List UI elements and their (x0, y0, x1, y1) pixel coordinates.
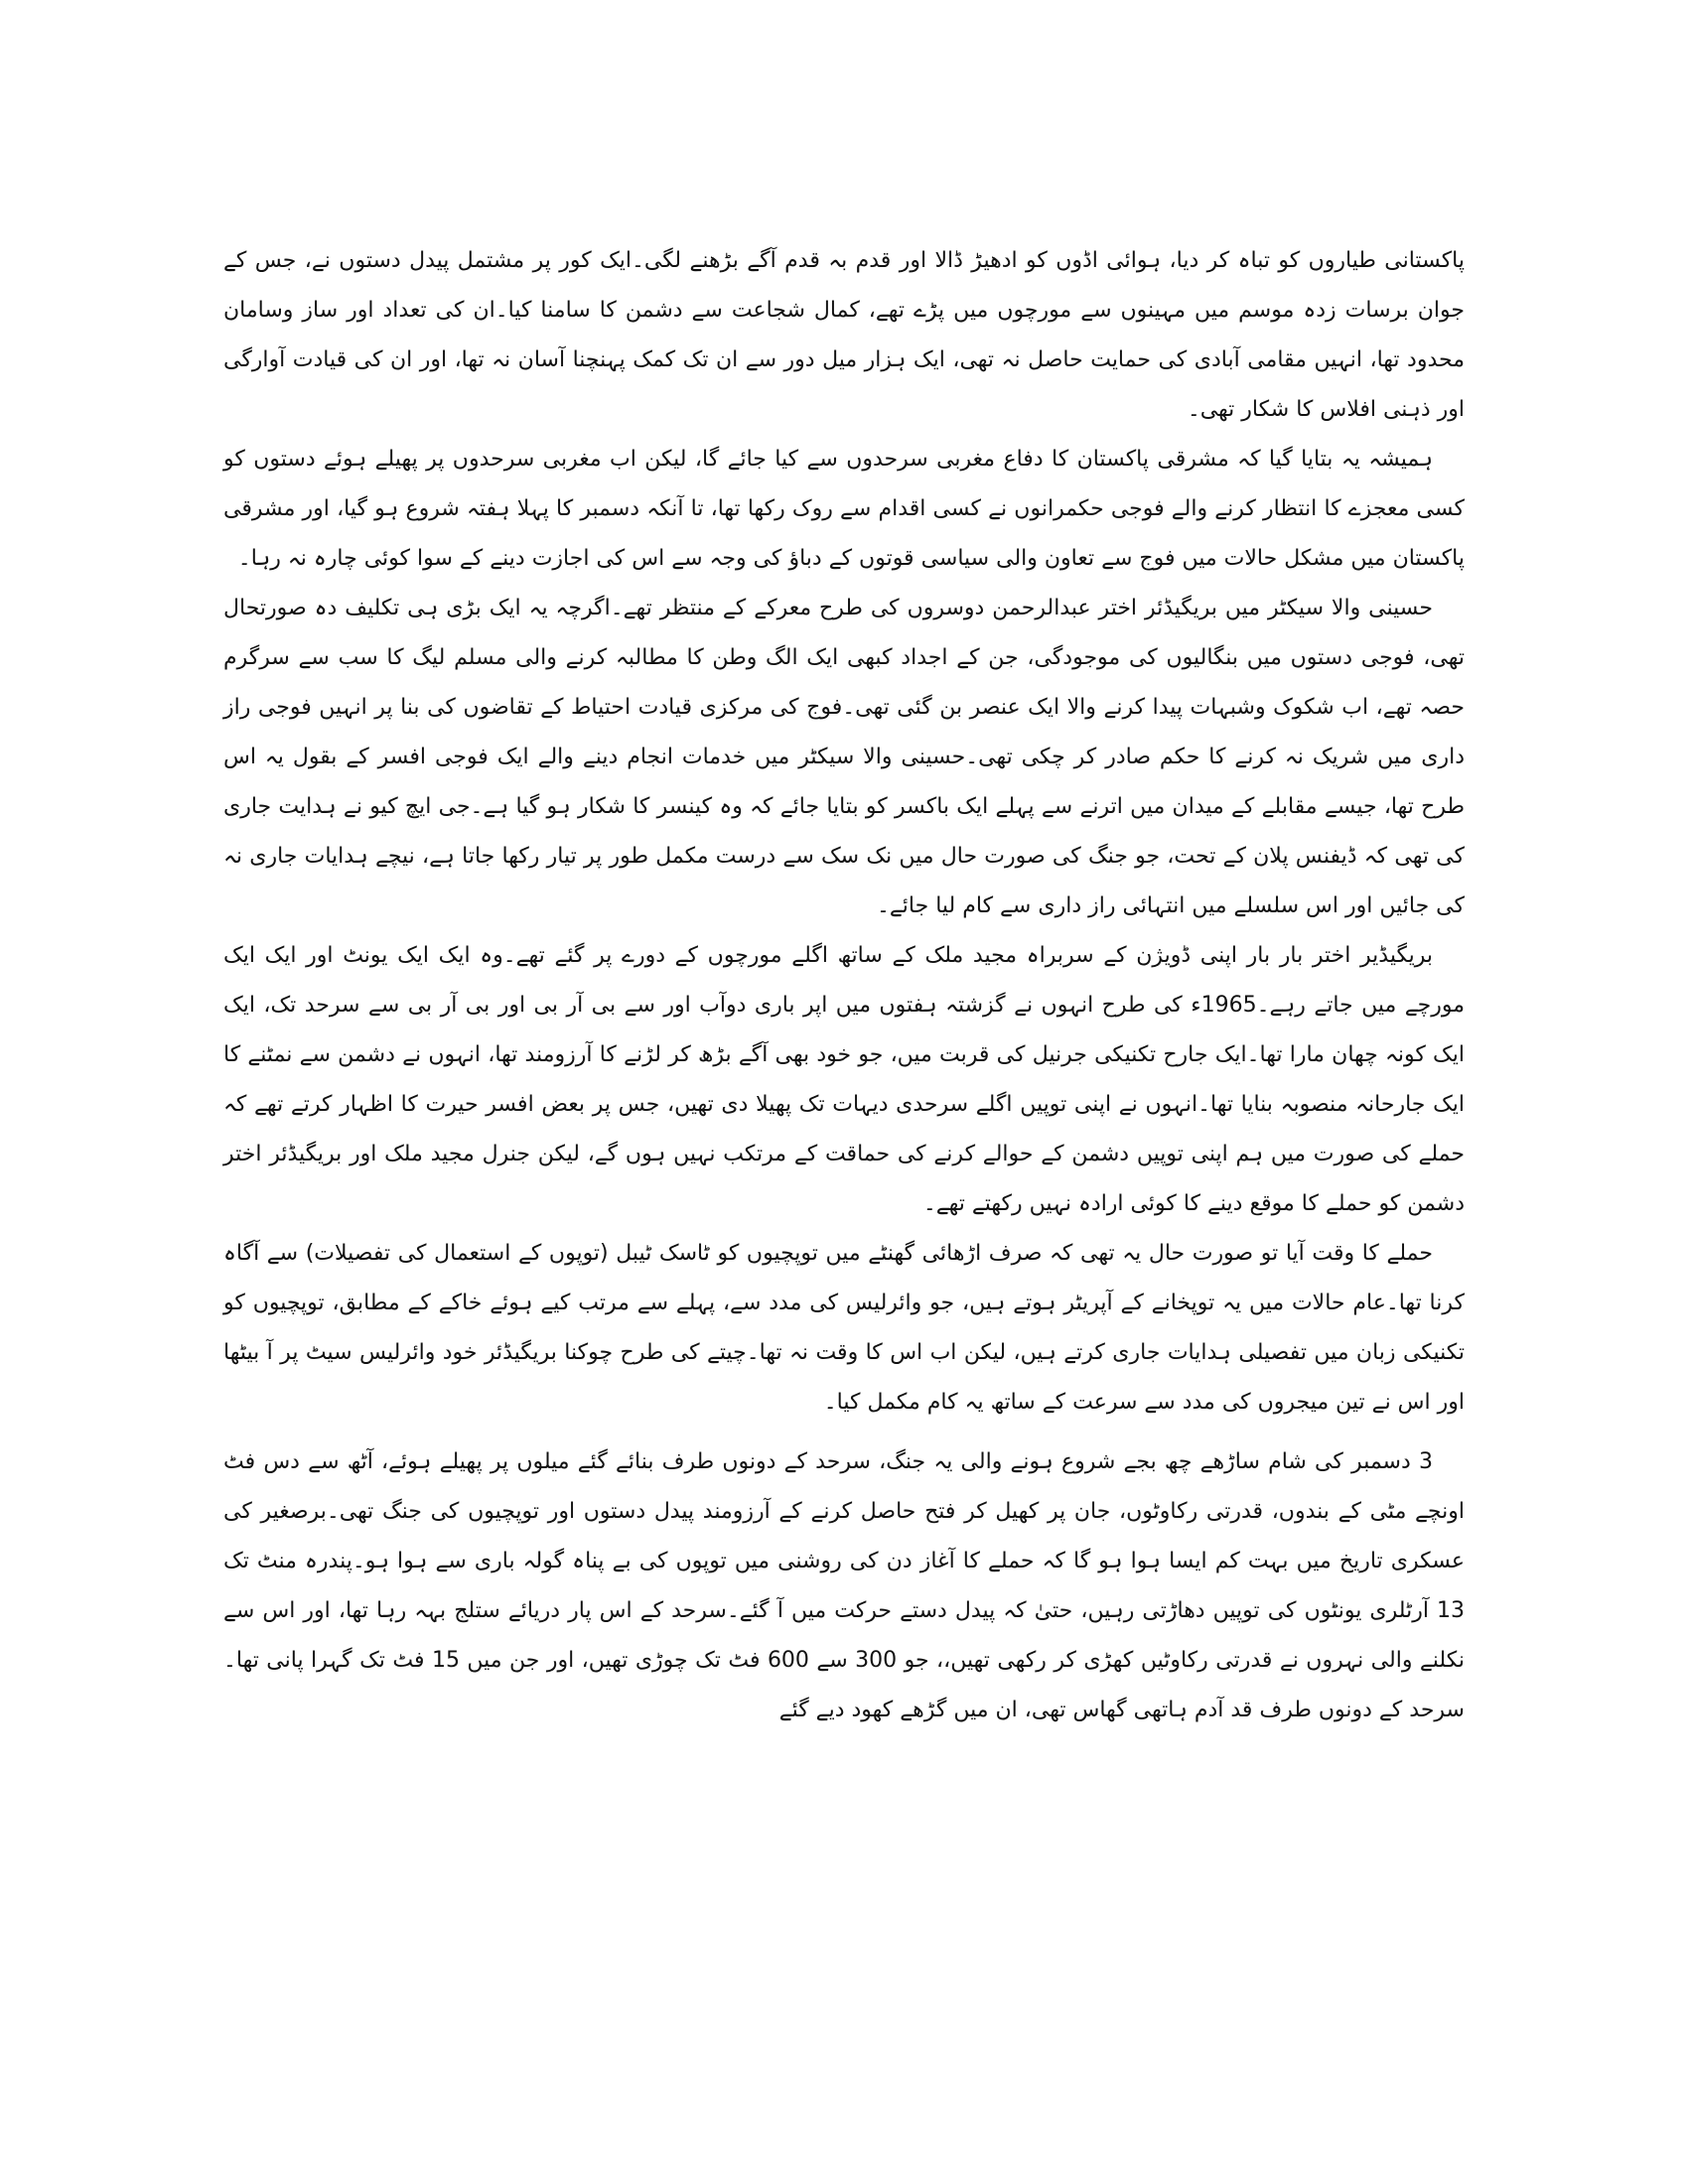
paragraph-2: ہمیشہ یہ بتایا گیا کہ مشرقی پاکستان کا دفاع مغربی سرحدوں سے کیا جائے گا، لیکن اب مغربی سرحدوں پر پھیلے ہوئے دستوں کو کسی معجزے کا انتظار کرنے والے فوجی حکمرانوں نے کسی اقدام سے روک رکھا تھا، تا آنکہ دسمبر کا پہلا ہفتہ شروع ہو گیا، اور مشرقی پاکستان میں مشکل حالات میں فوج سے تعاون والی سیاسی قوتوں کے دباؤ کی وجہ سے اس کی اجازت دینے کے سوا کوئی چارہ نہ رہا۔ (223, 447, 1465, 571)
paragraph-1: پاکستانی طیاروں کو تباہ کر دیا، ہوائی اڈوں کو ادھیڑ ڈالا اور قدم بہ قدم آگے بڑھنے لگی۔ایک کور پر مشتمل پیدل دستوں نے، جس کے جوان برسات زدہ موسم میں مہینوں سے مورچوں میں پڑے تھے، کمال شجاعت سے دشمن کا سامنا کیا۔ان کی تعداد اور ساز وسامان محدود تھا، انہیں مقامی آبادی کی حمایت حاصل نہ تھی، ایک ہزار میل دور سے ان تک کمک پہنچنا آسان نہ تھا، اور ان کی قیادت آوارگی اور ذہنی افلاس کا شکار تھی۔ (223, 248, 1465, 422)
paragraph-5: حملے کا وقت آیا تو صورت حال یہ تھی کہ صرف اڑھائی گھنٹے میں توپچیوں کو ٹاسک ٹیبل (توپوں کے استعمال کی تفصیلات) سے آگاہ کرنا تھا۔عام حالات میں یہ توپخانے کے آپریٹر ہوتے ہیں، جو وائرلیس کی مدد سے، پہلے سے مرتب کیے ہوئے خاکے کے مطابق، توپچیوں کو تکنیکی زبان میں تفصیلی ہدایات جاری کرتے ہیں، لیکن اب اس کا وقت نہ تھا۔چیتے کی طرح چوکنا بریگیڈئر خود وائرلیس سیٹ پر آ بیٹھا اور اس نے تین میجروں کی مدد سے سرعت کے ساتھ یہ کام مکمل کیا۔ (223, 1241, 1465, 1415)
paragraph-4: بریگیڈیر اختر بار بار اپنی ڈویژن کے سربراہ مجید ملک کے ساتھ اگلے مورچوں کے دورے پر گئے تھے۔وہ ایک ایک یونٹ اور ایک ایک مورچے میں جاتے رہے۔1965ء کی طرح انہوں نے گزشتہ ہفتوں میں اپر باری دوآب اور سے بی آر بی اور بی آر بی سے سرحد تک، ایک ایک کونہ چھان مارا تھا۔ایک جارح تکنیکی جرنیل کی قربت میں، جو خود بھی آگے بڑھ کر لڑنے کا آرزومند تھا، انہوں نے دشمن سے نمٹنے کا ایک جارحانہ منصوبہ بنایا تھا۔انہوں نے اپنی توپیں اگلے سرحدی دیہات تک پھیلا دی تھیں، جس پر بعض افسر حیرت کا اظہار کرتے تھے کہ حملے کی صورت میں ہم اپنی توپیں دشمن کے حوالے کرنے کی حماقت کے مرتکب نہیں ہوں گے، لیکن جنرل مجید ملک اور بریگیڈئر اختر دشمن کو حملے کا موقع دینے کا کوئی ارادہ نہیں رکھتے تھے۔ (223, 943, 1466, 1216)
paragraph-6: 3 دسمبر کی شام ساڑھے چھ بجے شروع ہونے والی یہ جنگ، سرحد کے دونوں طرف بنائے گئے میلوں پر پھیلے ہوئے، آٹھ سے دس فٹ اونچے مٹی کے بندوں، قدرتی رکاوٹوں، جان پر کھیل کر فتح حاصل کرنے کے آرزومند پیدل دستوں اور توپچیوں کی جنگ تھی۔برصغیر کی عسکری تاریخ میں بہت کم ایسا ہوا ہو گا کہ حملے کا آغاز دن کی روشنی میں توپوں کی بے پناہ گولہ باری سے ہوا ہو۔پندرہ منٹ تک 13 آرٹلری یونٹوں کی توپیں دھاڑتی رہیں، حتیٰ کہ پیدل دستے حرکت میں آ گئے۔سرحد کے اس پار دریائے ستلج بہہ رہا تھا، اور اس سے نکلنے والی نہروں نے قدرتی رکاوٹیں کھڑی کر رکھی تھیں،، جو 300 سے 600 فٹ تک چوڑی تھیں، اور جن میں 15 فٹ تک گہرا پانی تھا۔سرحد کے دونوں طرف قد آدم ہاتھی گھاس تھی، ان میں گڑھے کھود دیے گئے (223, 1449, 1465, 1722)
document-page (223, 236, 1465, 2122)
paragraph-3: حسینی والا سیکٹر میں بریگیڈئر اختر عبدالرحمن دوسروں کی طرح معرکے کے منتظر تھے۔اگرچہ یہ ایک بڑی ہی تکلیف دہ صورتحال تھی، فوجی دستوں میں بنگالیوں کی موجودگی، جن کے اجداد کبھی ایک الگ وطن کا مطالبہ کرنے والی مسلم لیگ کا سب سے سرگرم حصہ تھے، اب شکوک وشبہات پیدا کرنے والا ایک عنصر بن گئی تھی۔فوج کی مرکزی قیادت احتیاط کے تقاضوں کی بنا پر انہیں فوجی راز داری میں شریک نہ کرنے کا حکم صادر کر چکی تھی۔حسینی والا سیکٹر میں خدمات انجام دینے والے ایک فوجی افسر کے بقول یہ اس طرح تھا، جیسے مقابلے کے میدان میں اترنے سے پہلے ایک باکسر کو بتایا جائے کہ وہ کینسر کا شکار ہو گیا ہے۔جی ایچ کیو نے ہدایت جاری کی تھی کہ ڈیفنس پلان کے تحت، جو جنگ کی صورت حال میں نک سک سے درست مکمل طور پر تیار رکھا جاتا ہے، نیچے ہدایات جاری نہ کی جائیں اور اس سلسلے میں انتہائی راز داری سے کام لیا جائے۔ (223, 596, 1465, 918)
